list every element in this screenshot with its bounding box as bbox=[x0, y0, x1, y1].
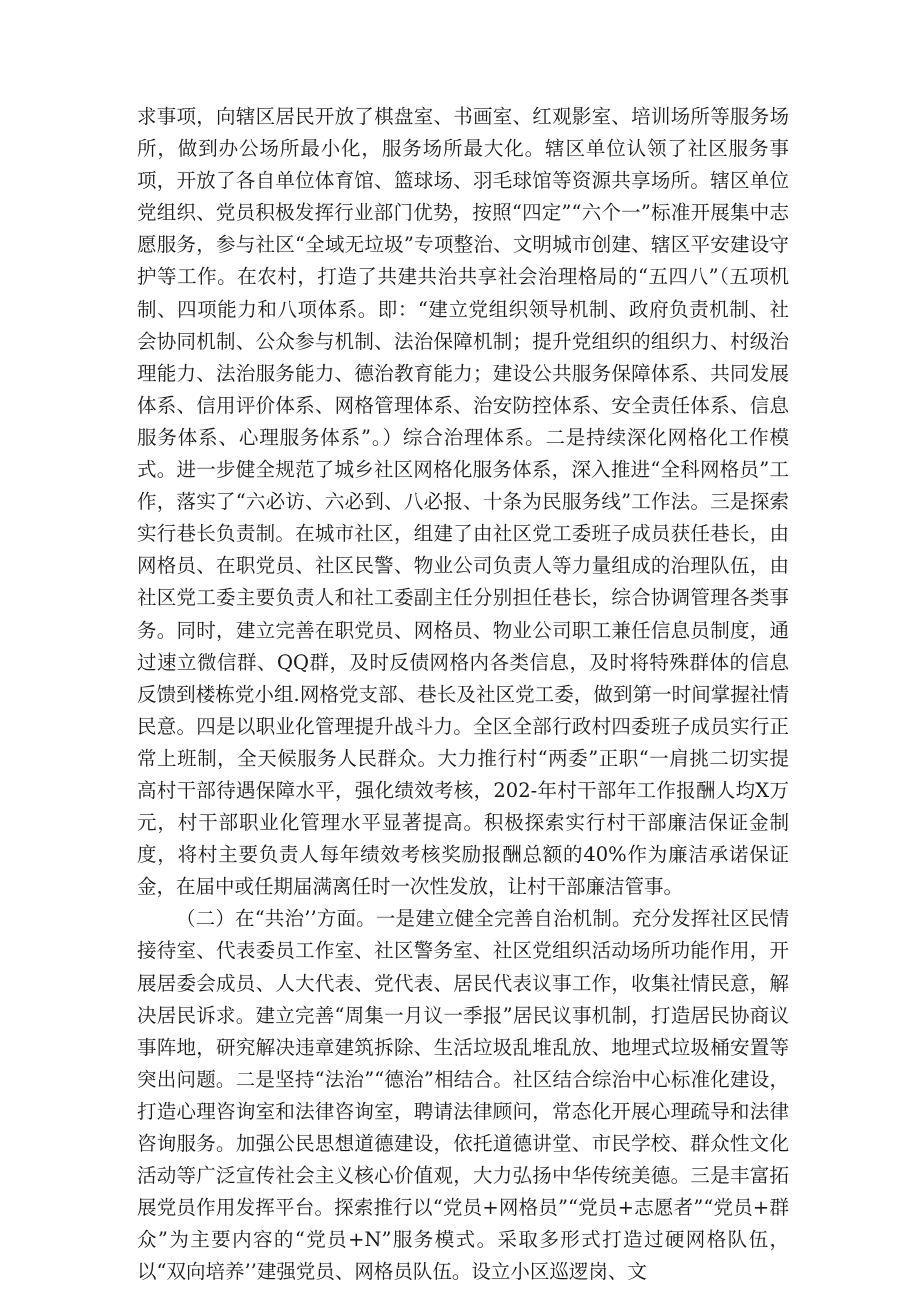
paragraph-continuation: 求事项，向辖区居民开放了棋盘室、书画室、红观影室、培训场所等服务场所，做到办公场所最小化，服务场所最大化。辖区单位认领了社区服务事项，开放了各自单位体育馆、篮球场、羽毛球馆等资源共享场所。辖区单位党组织、党员积极发挥行业部门优势，按照“四定”“六个一”标准开展集中志愿服务，参与社区“全域无垃圾”专项整治、文明城市创建、辖区平安建设守护等工作。在农村，打造了共建共治共享社会治理格局的“五四八”（五项机制、四项能力和八项体系。即：“建立党组织领导机制、政府负责机制、社会协同机制、公众参与机制、法治保障机制；提升党组织的组织力、村级治理能力、法治服务能力、德治教育能力；建设公共服务保障体系、共同发展体系、信用评价体系、网格管理体系、治安防控体系、安全责任体系、信息服务体系、心理服务体系”。）综合治理体系。二是持续深化网格化工作模式。进一步健全规范了城乡社区网格化服务体系，深入推进“全科网格员”工作，落实了“六必访、六必到、八必报、十条为民服务线”工作法。三是探索实行巷长负责制。在城市社区，组建了由社区党工委班子成员获任巷长，由网格员、在职党员、社区民警、物业公司负责人等力量组成的治理队伍，由社区党工委主要负责人和社工委副主任分别担任巷长，综合协调管理各类事务。同时，建立完善在职党员、网格员、物业公司职工兼任信息员制度，通过速立微信群、QQ群，及时反债网格内各类信息，及时将特殊群体的信息反馈到楼栋党小组.网格党支部、巷长及社区党工委，做到第一时间掌握社情民意。四是以职业化管理提升战斗力。全区全部行政村四委班子成员实行正常上班制，全天候服务人民群众。大力推行村“两委”正职“一肩挑二切实提高村干部待遇保障水平，强化绩效考核，202-年村干部年工作报酬人均X万元，村干部职业化管理水平显著提高。积极探索实行村干部廉洁保证金制度，将村主要负责人每年绩效考核奖励报酬总额的40%作为廉洁承诺保证金，在届中或任期届满离任时一次性发放，让村干部廉洁管事。 bbox=[137, 105, 789, 899]
paragraph-section-two: （二）在“共治’’方面。一是建立健全完善自治机制。充分发挥社区民情接待室、代表委员工作室、社区警务室、社区党组织活动场所功能作用，开展居委会成员、人大代表、党代表、居民代表议事工作，收集社情民意，解决居民诉求。建立完善“周集一月议一季报”居民议事机制，打造居民协商议事阵地，研究解决违章建筑拆除、生活垃圾乱堆乱放、地埋式垃圾桶安置等突出问题。二是坚持“法治”“德治”相结合。社区结合综治中心标准化建设，打造心理咨询室和法律咨询室，聘请法律顾问，常态化开展心理疏导和法律咨询服务。加强公民思想道德建设，依托道德讲堂、市民学校、群众性文化活动等广泛宣传社会主义核心价值观，大力弘扬中华传统美德。三是丰富拓展党员作用发挥平台。探索推行以“党员+网格员”“党员+志愿者”“党员+群众”为主要内容的“党员+N”服务模式。采取多形式打造过硬网格队伍，以“双向培养’’建强党员、网格员队伍。设立小区巡逻岗、文 bbox=[137, 907, 789, 1284]
document-body bbox=[137, 101, 789, 1288]
